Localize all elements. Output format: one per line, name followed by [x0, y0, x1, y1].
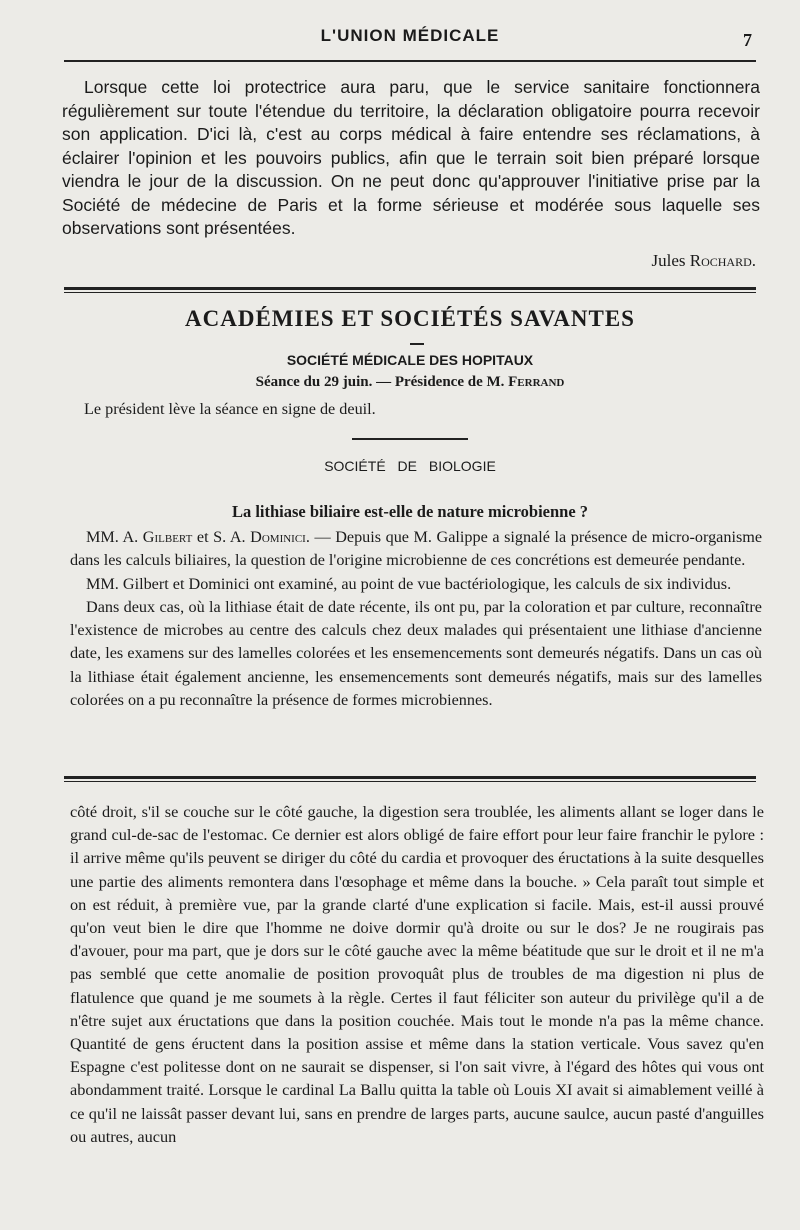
- society-separator-rule: [352, 438, 468, 440]
- running-title: L'UNION MÉDICALE: [320, 26, 500, 45]
- author-dominici: Dominici: [250, 528, 306, 546]
- opening-line: Le président lève la séance en signe de deuil.: [84, 400, 376, 418]
- article-paragraph-1: [70, 526, 762, 573]
- author-gilbert: Gilbert: [142, 528, 193, 546]
- feuilleton-paragraph: côté droit, s'il se couche sur le côté gauche, la digestion sera troublée, les aliments allant se loger dans le grand cul-de-sac de l'estomac. Ce dernier est alors obligé de faire effort pour leur faire franchir le pylore : il arrive même qu'ils peuvent se diriger du côté du cardia et provoquer des éructations à la suite desquelles une partie des aliments remontera dans l'œsophage et même dans la bouche. » Cela paraît tout simple et on est réduit, à première vue, par la grande clarté d'une explication si facile. Mais, est-il aussi prouvé qu'on veut bien le dire que l'homme ne doive dormir qu'à droite ou sur le dos? Je ne rougirais pas d'avouer, pour ma part, que je dors sur le côté gauche avec la même béatitude que sur le droit et il ne m'a pas semblé que cette anomalie de position provoquât plus de troubles de ma digestion ni plus de flatulence que quand je me soumets à la règle. Certes il faut féliciter son auteur du privilège qu'il a de n'être sujet aux éructations que dans la position couchée. Mais tout le monde n'a pas la même chance. Quantité de gens éructent dans la position assise et même dans la station verticale. Vous savez qu'en Espagne c'est politesse dont on ne saurait se dispenser, si l'on sait vivre, à l'égard des hôtes qui vous ont abondamment traité. Lorsque le cardinal La Ballu quitta la table où Louis XI avait si aimablement veillé à ce qu'il ne laissât passer devant lui, sans en prendre de larges parts, aucune saulce, aucun pasté d'anguilles ou autres, aucun: [70, 802, 764, 1146]
- society-heading-biologie: SOCIÉTÉ DE BIOLOGIE: [324, 458, 496, 474]
- signature-first-name: Jules: [651, 251, 686, 270]
- article-body: [70, 526, 762, 712]
- seance-prefix: Séance du 29 juin. — Présidence de M.: [255, 374, 505, 390]
- feuilleton-block: [70, 800, 764, 1148]
- signature: [651, 251, 756, 271]
- article-title: La lithiase biliaire est-elle de nature microbienne ?: [231, 502, 589, 521]
- society-heading-hopitaux: SOCIÉTÉ MÉDICALE DES HOPITAUX: [286, 352, 534, 368]
- header-rule: [64, 60, 756, 62]
- authors-prefix: MM. A.: [86, 528, 139, 546]
- intro-paragraph-block: [62, 76, 760, 241]
- section-title: ACADÉMIES ET SOCIÉTÉS SAVANTES: [185, 306, 635, 331]
- intro-paragraph: Lorsque cette loi protectrice aura paru, que le service sanitaire fonctionnera régulièrement sur toute l'étendue du territoire, la déclaration obligatoire pourra recevoir son application. D'ici là, c'est au corps médical à faire entendre ses réclamations, à éclairer l'opinion et les pouvoirs publics, afin que le terrain soit bien préparé lorsque viendra le jour de la discussion. On ne peut donc qu'approuver l'initiative prise par la Société de médecine de Paris et la forme sérieuse et modérée sous laquelle ses observations sont présentées.: [62, 77, 760, 238]
- authors-and: et S. A.: [196, 528, 246, 546]
- seance-line: [60, 374, 760, 391]
- opening-line-block: [84, 398, 762, 421]
- article-paragraph-2: MM. Gilbert et Dominici ont examiné, au point de vue bactériologique, les calculs de six individus.: [86, 574, 732, 593]
- seance-president: Ferrand: [508, 374, 565, 390]
- page-number: 7: [743, 30, 752, 50]
- signature-last-name: Rochard.: [689, 251, 756, 270]
- title-dash: [410, 343, 424, 345]
- section-double-rule: [64, 287, 756, 293]
- article-paragraph-1-text: . — Depuis que M. Galippe a signalé la présence de micro-organisme dans les calculs biliaires, la question de l'origine microbienne de ces concrétions est demeurée pendante.: [70, 528, 763, 570]
- page-header: [60, 24, 760, 54]
- article-paragraph-3: Dans deux cas, où la lithiase était de date récente, ils ont pu, par la coloration et par culture, reconnaître l'existence de microbes au centre des calculs chez deux malades qui présentaient une lithiase d'ancienne date, les examens sur des lamelles colorées et les ensemencements sont demeurés négatifs. Dans un cas où la lithiase était également ancienne, les ensemencements sont demeurés négatifs, mais sur des lamelles colorées on a pu reconnaître la présence de formes microbiennes.: [70, 597, 762, 710]
- feuilleton-double-rule: [64, 776, 756, 782]
